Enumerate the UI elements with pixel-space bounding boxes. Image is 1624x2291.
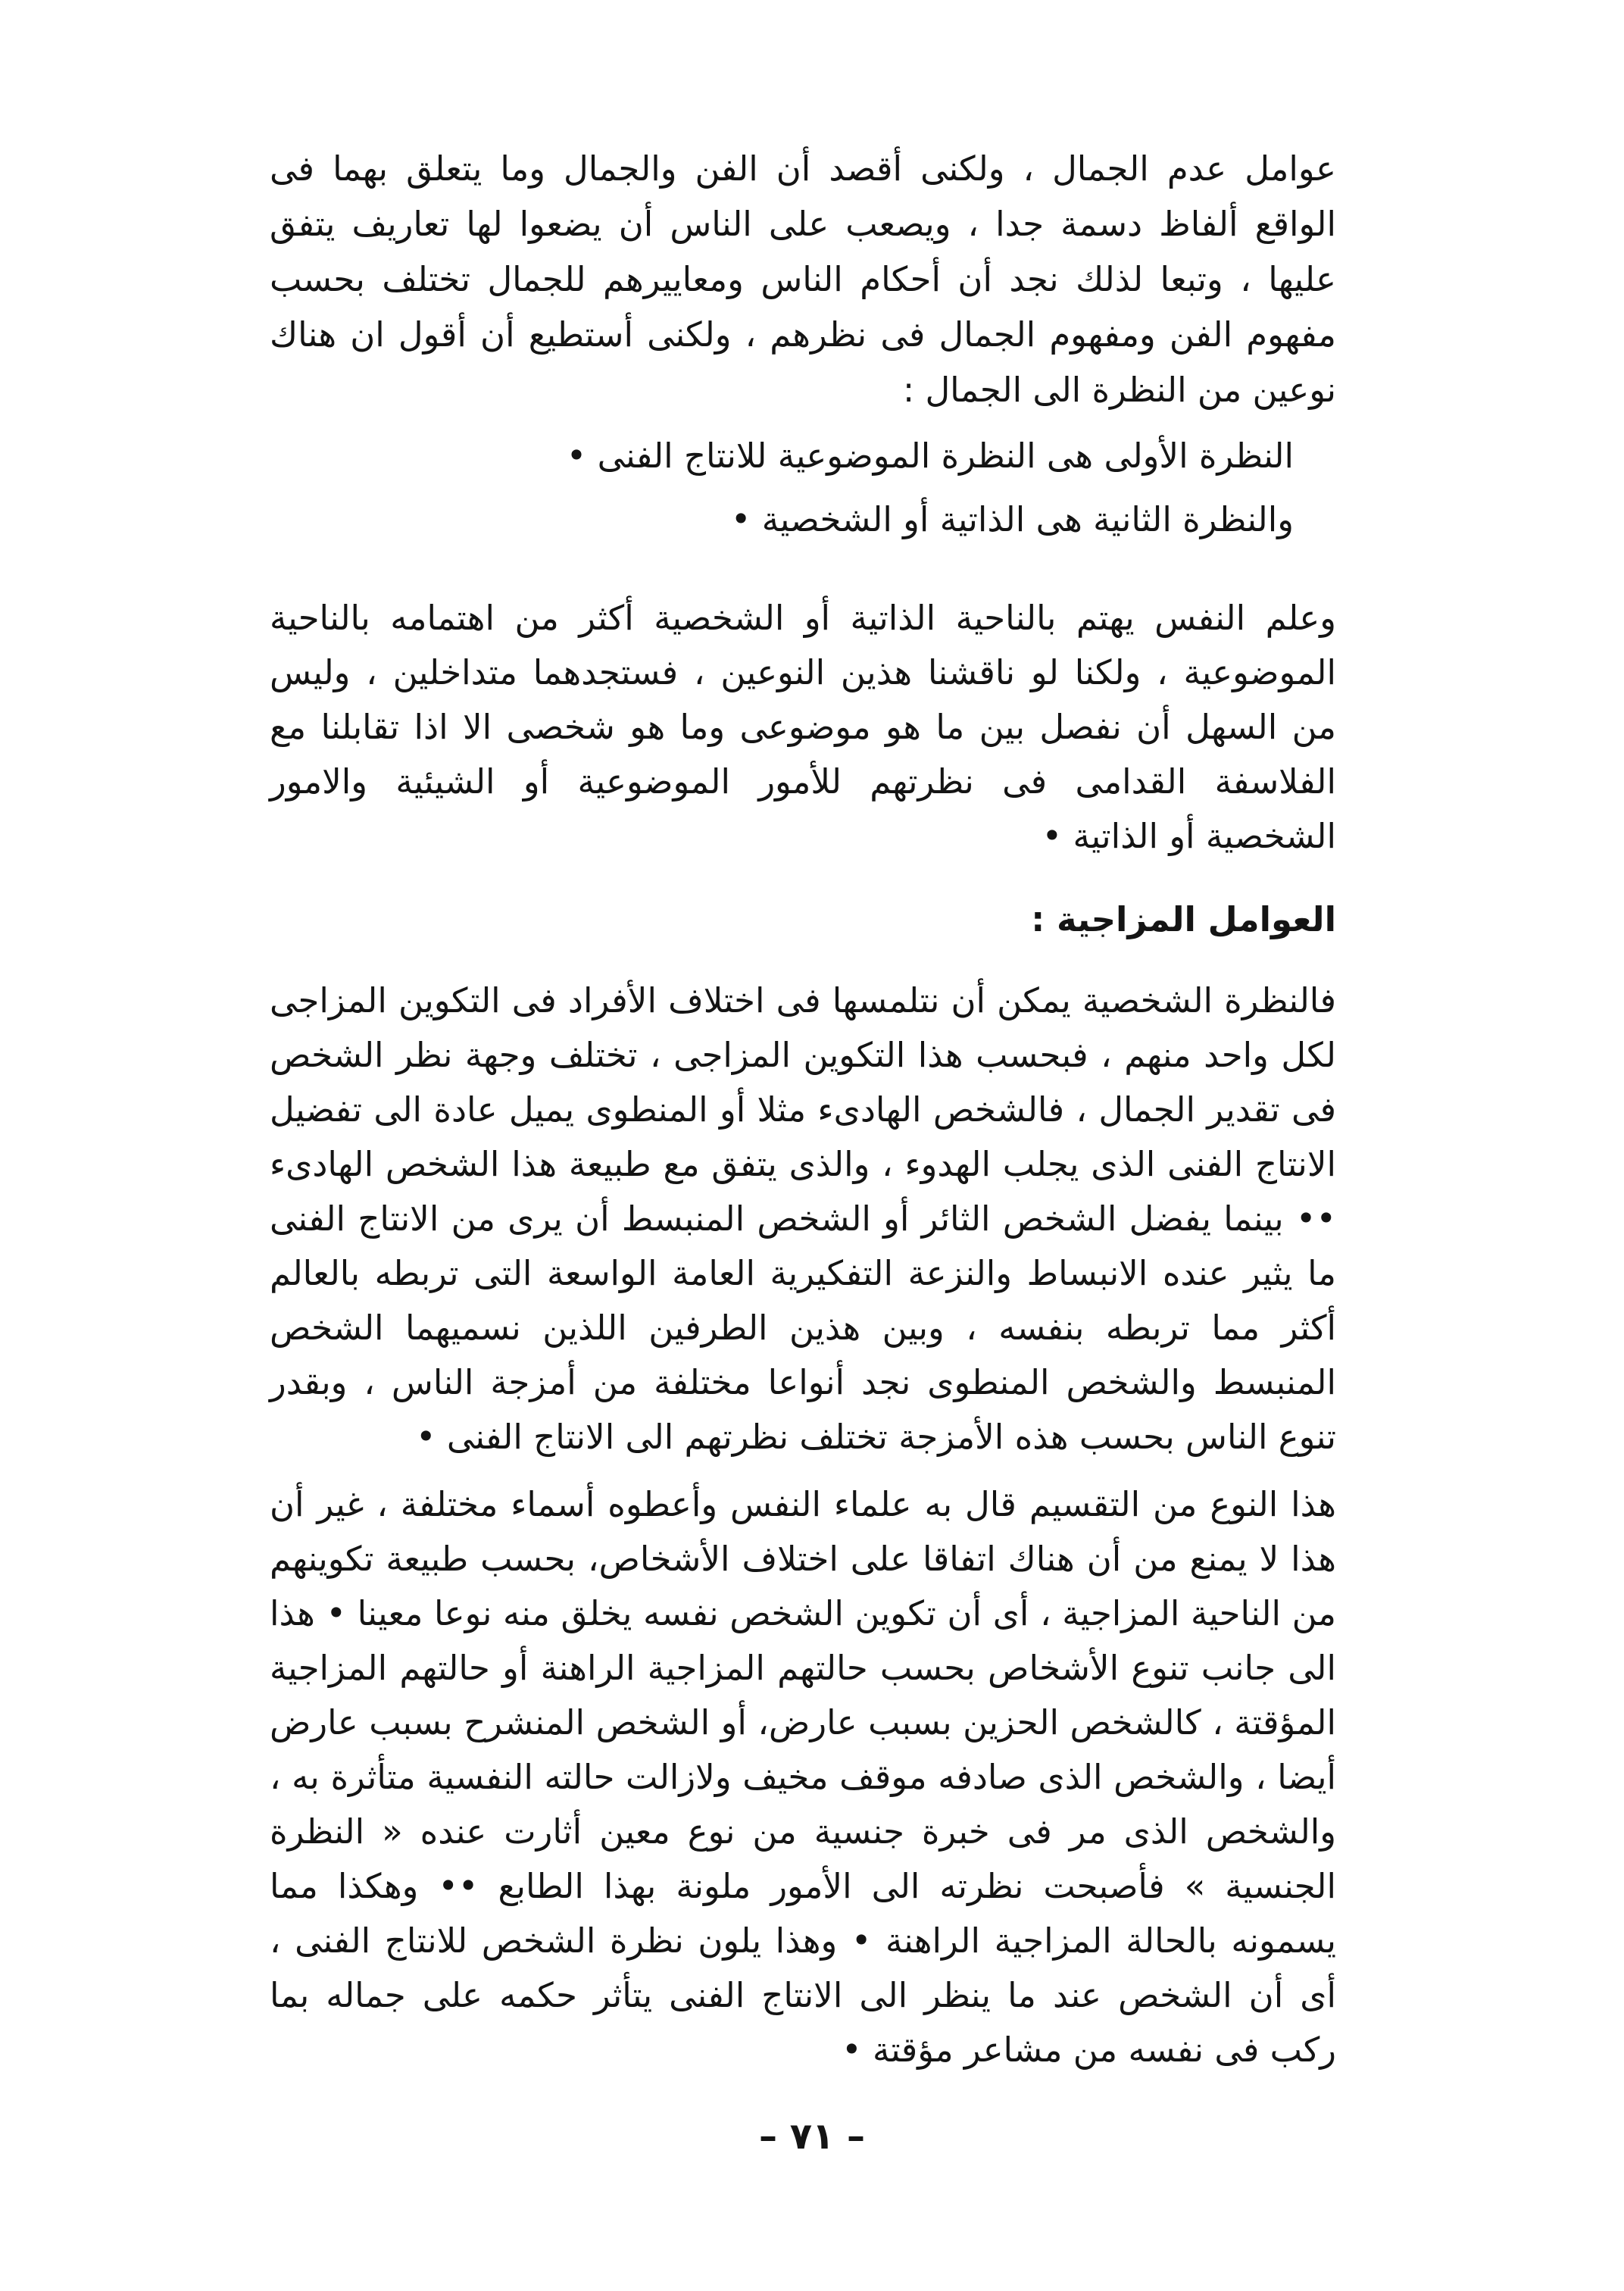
list-item-subjective-view: والنظرة الثانية هى الذاتية أو الشخصية • — [730, 499, 1294, 539]
list-item-objective-view: النظرة الأولى هى النظرة الموضوعية للانتاج الفنى • — [566, 436, 1294, 476]
paragraph-temperament: فالنظرة الشخصية يمكن أن نتلمسها فى اختلاف الأفراد فى التكوين المزاجى لكل واحد منهم ، فبحسب هذا التكوين المزاجى ، تختلف وجهة نظر الشخص فى تقدير الجمال ، فالشخص الهادىء مثلا أو المنطوى يميل عادة الى تفضيل الانتاج الفنى الذى يجلب الهدوء ، والذى يتفق مع طبيعة هذا الشخص الهادىء •• بينما يفضل الشخص الثائر أو الشخص المنبسط أن يرى من الانتاج الفنى ما يثير عنده الانبساط والنزعة التفكيرية العامة الواسعة التى تربطه بالعالم أكثر مما تربطه بنفسه ، وبين هذين الطرفين اللذين نسميهما الشخص المنبسط والشخص المنطوى نجد أنواعا مختلفة من أمزجة الناس ، وبقدر تنوع الناس بحسب هذه الأمزجة تختلف نظرتهم الى الانتاج الفنى • — [270, 980, 1336, 1457]
paragraph-psychology: وعلم النفس يهتم بالناحية الذاتية أو الشخصية أكثر من اهتمامه بالناحية الموضوعية ، ولكنا لو ناقشنا هذين النوعين ، فستجدهما متداخلين ، وليس من السهل أن نفصل بين ما هو موضوعى وما هو شخصى الا اذا تقابلنا مع الفلاسفة القدامى فى نظرتهم للأمور الموضوعية أو الشيئية والامور الشخصية أو الذاتية • — [270, 598, 1336, 856]
page-number: – ٧١ – — [758, 2115, 866, 2158]
paragraph-intro: عوامل عدم الجمال ، ولكنى أقصد أن الفن والجمال وما يتعلق بهما فى الواقع ألفاظ دسمة جدا ، ويصعب على الناس أن يضعوا لها تعاريف يتفق عليها ، وتبعا لذلك نجد أن أحكام الناس ومعاييرهم للجمال تختلف بحسب مفهوم الفن ومفهوم الجمال فى نظرهم ، ولكنى أستطيع أن أقول ان هناك نوعين من النظرة الى الجمال : — [270, 148, 1336, 410]
paragraph-classification: هذا النوع من التقسيم قال به علماء النفس وأعطوه أسماء مختلفة ، غير أن هذا لا يمنع من أن هناك اتفاقا على اختلاف الأشخاص، بحسب طبيعة تكوينهم من الناحية المزاجية ، أى أن تكوين الشخص نفسه يخلق منه نوعا معينا • هذا الى جانب تنوع الأشخاص بحسب حالتهم المزاجية الراهنة أو حالتهم المزاجية المؤقتة ، كالشخص الحزين بسبب عارض، أو الشخص المنشرح بسبب عارض أيضا ، والشخص الذى صادفه موقف مخيف ولازالت حالته النفسية متأثرة به ، والشخص الذى مر فى خبرة جنسية من نوع معين أثارت عنده « النظرة الجنسية » فأصبحت نظرته الى الأمور ملونة بهذا الطابع •• وهكذا مما يسمونه بالحالة المزاجية الراهنة • وهذا يلون نظرة الشخص للانتاج الفنى ، أى أن الشخص عند ما ينظر الى الانتاج الفنى يتأثر حكمه على جماله بما ركب فى نفسه من مشاعر مؤقتة • — [270, 1484, 1336, 2070]
section-heading: العوامل المزاجية : — [1031, 899, 1336, 939]
